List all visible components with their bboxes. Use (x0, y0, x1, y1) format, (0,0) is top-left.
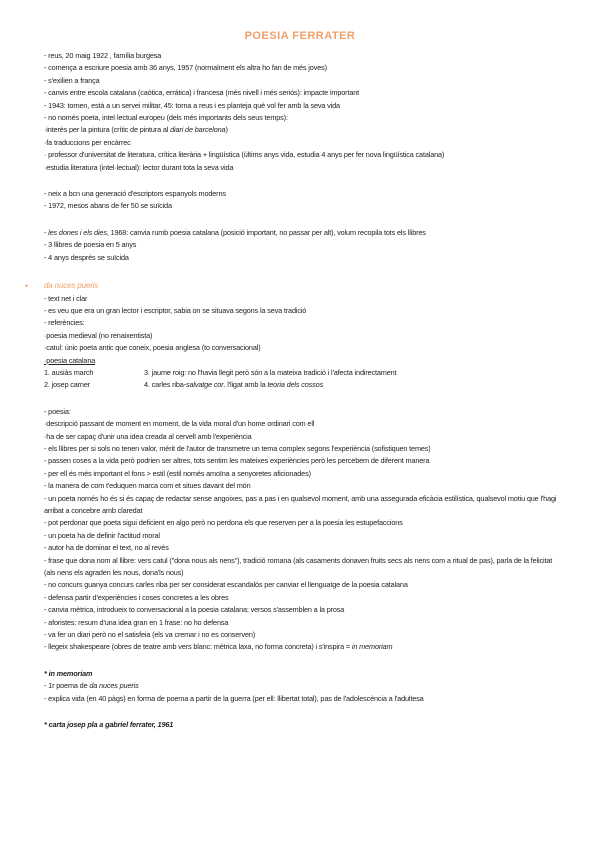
note-line: - text net i clar (44, 293, 88, 303)
note-line (44, 227, 559, 239)
note-line: ·fa traduccions per encàrrec (44, 137, 131, 147)
note-line: - els llibres per si sols no tenen valor, mèrit de l'autor de transmetre un tema complex segons l'experiència (sofistiquen temes) (44, 443, 431, 453)
spacer (44, 174, 559, 188)
note-line: ·poesia medieval (no renaixentista) (44, 330, 153, 340)
spacer (44, 213, 559, 227)
note-line: ·estudia literatura (intel·lectual): lector durant tota la seva vida (44, 162, 234, 172)
note-line: - poesia: (44, 406, 71, 416)
section-heading-carta (44, 719, 559, 731)
text-span: - llegeix shakespeare (obres de teatre amb vers blanc: mètrica laxa, no forma concreta) i s'inspira = (44, 642, 352, 652)
note-line: - passen coses a la vida però podrien ser altres, tots sentim les mateixes experiències però les percebem de diferent manera (44, 456, 430, 466)
italic-span: les dones i els dies (48, 227, 107, 237)
note-line: ·catul: únic poeta antic que coneix, poesia anglesa (to conversacional) (44, 343, 261, 353)
italic-span: teoria dels cossos (267, 380, 324, 390)
text-span: ·interès per la pintura (crític de pintura al (44, 125, 171, 135)
note-line: - canvia mètrica, introdueix to conversacional a la poesia catalana: versos s'assemblen a la prosa (44, 605, 345, 615)
note-line: - 1972, mesos abans de fer 50 se suïcida (44, 201, 172, 211)
note-line: - un poeta ha de definir l'actitud moral (44, 530, 160, 540)
italic-span: da nuces pueris (89, 681, 139, 691)
note-line (44, 641, 559, 653)
note-line: - defensa partir d'experiències i coses concretes a les obres (44, 592, 229, 602)
text-span: 4. carles riba- (144, 380, 186, 390)
note-line: ·ha de ser capaç d'unir una idea creada al cervell amb l'experiència (44, 431, 252, 441)
note-line: - no només poeta, intel·lectual europeu (dels més importants dels seus temps): (44, 113, 288, 123)
note-line: - autor ha de dominar el text, no al revés (44, 543, 169, 553)
page-title: POESIA FERRATER (244, 30, 356, 42)
notes-body (25, 50, 559, 732)
note-line: - va fer un diari però no el satisfeia (els va cremar i no es conserven) (44, 630, 256, 640)
text-span: - 1r poema de (44, 681, 90, 691)
spacer (44, 654, 559, 668)
note-line: - 4 anys després se suïcida (44, 252, 129, 262)
note-line: - per ell és més important el fons > estil (estil només amoïna a senyoretes aficionades) (44, 468, 311, 478)
text-span: , 1968: canvia rumb poesia catalana (posició important, no passar per alt), volum recopila tots els llibres (106, 227, 426, 237)
text-span: . l'ligat amb la (223, 380, 268, 390)
italic-span: * carta josep pla a gabriel ferrater, 1961 (44, 720, 174, 730)
italic-span: in memoriam (351, 642, 393, 652)
spacer (44, 392, 559, 406)
spacer (44, 264, 559, 278)
note-line: - pot perdonar que poeta sigui deficient en algo però no perdona els que reserven per a la poesia les estupefaccions (44, 518, 403, 528)
note-line: - neix a bcn una generació d'escriptors espanyols moderns (44, 189, 226, 199)
note-line: - frase que dona nom al llibre: vers catul ("dona nous als nens"), tradició romana (als casaments donaven fruits secs als nens com a ritual de pas), parla de la felicitat (als nens els agraden les nous, dona'ls nous) (44, 555, 553, 578)
note-line: - un poeta només ho és si és capaç de redactar sense angoixes, pas a pas i en qualsevol moment, amb una assegurada eficàcia estilística, qualsevol motiu que l'hagi arribat a concebre amb claredat (44, 493, 557, 515)
text-span: - (44, 227, 49, 237)
poets-grid (44, 367, 559, 392)
note-line: - s'exilien a frança (44, 75, 100, 85)
section-heading-text: da nuces pueris (44, 281, 99, 291)
note-line: - canvis entre escola catalana (caòtica, errática) i francesa (més nivell i més seriós): impacte important (44, 88, 360, 98)
note-line: · professor d'universitat de literatura, crítica literària + lingüística (últims anys vida, estudia 4 anys per fer nova lingüística catalana) (44, 150, 445, 160)
note-line: - explica vida (en 40 pàgs) en forma de poema a partir de la guerra (per ell: llibertat total), pas de l'adolescència a l'adultesa (44, 693, 424, 703)
note-line: - referències: (44, 318, 85, 328)
grid-cell (144, 379, 559, 391)
bullet-icon: • (25, 281, 29, 292)
note-line: - 3 llibres de poesia en 5 anys (44, 240, 137, 250)
note-line (44, 124, 559, 136)
note-line: - 1943: tornen, està a un servei militar, 45: torna a reus i es planteja què vol fer amb la seva vida (44, 100, 340, 110)
grid-cell: 2. josep carner (44, 380, 91, 390)
italic-span: salvatge cor (185, 380, 224, 390)
italic-span: diari de barcelona (170, 125, 226, 135)
note-line (44, 680, 559, 692)
note-line: - aforistes: resum d'una idea gran en 1 frase: no ho defensa (44, 617, 229, 627)
section-heading-in-memoriam (44, 668, 559, 680)
note-line: - no concurs guanya concurs carles riba per ser considerat escandalós per canviar el llenguatge de la poesia catalana (44, 580, 408, 590)
text-span: ) (225, 125, 228, 135)
note-line: - comença a escriure poesia amb 36 anys, 1957 (normalment els altra ho fan de més joves) (44, 63, 327, 73)
note-line: - la manera de com t'eduquen marca com et situes davant del món (44, 481, 251, 491)
spacer (44, 705, 559, 719)
note-line: - es veu que era un gran lector i escriptor, sabia on se situava segons la seva tradició (44, 305, 307, 315)
grid-cell: 3. jaume roig: no l'havia llegit però són a la mateixa tradició i l'afecta indirectament (144, 367, 397, 377)
note-line: - reus, 20 maig 1922 , família burgesa (44, 51, 162, 60)
grid-cell: 1. ausiàs march (44, 367, 94, 377)
subheading-poesia-catalana: ·poesia catalana (44, 355, 96, 365)
italic-span: * in memoriam (44, 668, 93, 678)
note-line: ·descripció passant de moment en moment, de la vida moral d'un home ordinari com ell (44, 419, 315, 429)
section-heading (25, 280, 559, 292)
